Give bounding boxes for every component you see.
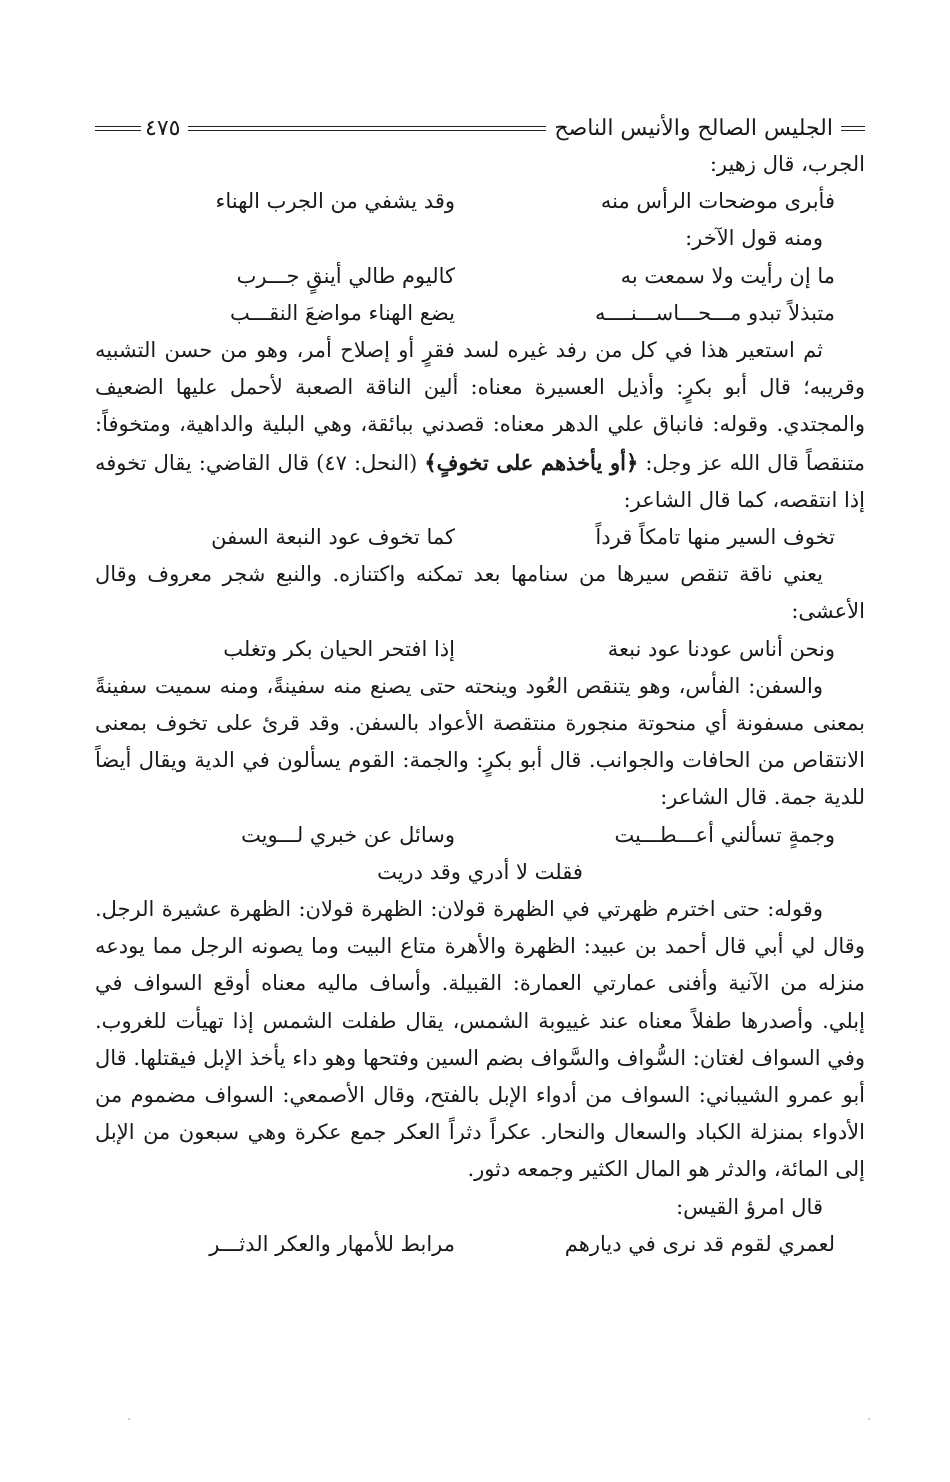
verse-line xyxy=(95,1226,865,1263)
header-rule-lead xyxy=(841,126,865,131)
verse-hemistich-second: إذا افتحر الحيان بكر وتغلب xyxy=(223,636,455,661)
running-header xyxy=(95,110,865,146)
page xyxy=(95,110,865,1263)
paragraph: وقوله: حتى اخترم ظهرتي في الظهرة قولان: الظهرة قولان: الظهرة عشيرة الرجل. وقال لي أبي قال أحمد بن عبيد: الظهرة والأهرة متاع البيت وما يصونه الرجل مما يودعه منزله من الآنية وأفنى عمارتي العمارة: القبيلة. وأساف ماليه معناه أوقع السواف في إبلي. وأصدرها طفلاً معناه عند غييوبة الشمس، يقال طفلت الشمس إذا تهيأت للغروب. وفي السواف لغتان: السُّواف والسَّواف بضم السين وفتحها وهو داء يأخذ الإبل فيقتلها. قال أبو عمرو الشيباني: السواف من أدواء الإبل بالفتح، وقال الأصمعي: السواف مضموم من الأدواء بمنزلة الكباد والسعال والنحار. عكراً دثراً العكر جمع عكرة وهي سبعون من الإبل إلى المائة، والدثر هو المال الكثير وجمعه دثور. xyxy=(95,896,865,1182)
verse-hemistich-first: متبذلاً تبدو مـــحـــاســـنــــه xyxy=(595,300,835,325)
paragraph-text: ثم استعير هذا في كل من رفد غيره لسد فقرٍ أو إصلاح أمر، وهو من حسن التشبيه وقريبه؛ قال أبو بكرٍ: وأذيل العسيرة معناه: ألين الناقة الصعبة لأحمل عليها الضعيف والمجتدي. وقوله: فانباق علي الدهر معناه: قصدني ببائقة، وهي البلية والداهية، ومتخوفاً: متنقصاً قال الله عز وجل: xyxy=(95,337,865,475)
verse-line-centered xyxy=(95,854,865,891)
quran-quote: ﴿أو يأخذهم على تخوفٍ﴾ xyxy=(424,449,639,475)
paragraph: والسفن: الفأس، وهو يتنقص العُود وينحته حتى يصنع منه سفينةً، ومنه سميت سفينةً بمعنى مسفونة أي منحوتة منجورة منتقصة الأعواد بالسفن. وقد قرئ على تخوف بمعنى الانتقاص من الحافات والجوانب. قال أبو بكرٍ: والجمة: القوم يسألون في الدية ويقال أيضاً للدية جمة. قال الشاعر: xyxy=(95,673,865,810)
verse-hemistich-first: فأبرى موضحات الرأس منه xyxy=(600,189,835,214)
verse-single: فقلت لا أدري وقد دريت xyxy=(377,859,583,884)
paragraph-text: (النحل: ٤٧) قال القاضي: يقال تخوفه إذا انتقصه، كما قال الشاعر: xyxy=(95,450,865,512)
verse-hemistich-second: كاليوم طالي أينقٍ جـــرب xyxy=(236,263,455,288)
running-title: الجليس الصالح والأنيس الناصح xyxy=(554,115,833,141)
page-number: ٤٧٥ xyxy=(145,115,181,141)
header-rule-trail xyxy=(95,126,141,131)
verse-hemistich-first: ونحن أناس عودنا عود نبعة xyxy=(607,636,835,661)
paragraph xyxy=(95,332,865,519)
verse-line xyxy=(95,295,865,332)
header-rule xyxy=(188,126,546,131)
verse-hemistich-second: وقد يشفي من الجرب الهناء xyxy=(215,189,455,214)
scan-speck xyxy=(128,1418,130,1420)
text-line: قال امرؤ القيس: xyxy=(676,1194,823,1219)
verse-hemistich-first: تخوف السير منها تامكاً قرداً xyxy=(595,524,835,549)
verse-hemistich-second: مرابط للأمهار والعكر الدثـــر xyxy=(209,1231,455,1256)
verse-hemistich-second: وسائل عن خبري لـــويت xyxy=(241,822,455,847)
verse-hemistich-second: كما تخوف عود النبعة السفن xyxy=(211,524,455,549)
verse-line xyxy=(95,258,865,295)
verse-hemistich-second: يضع الهناء مواضعَ النقـــب xyxy=(230,300,455,325)
scan-speck xyxy=(868,1418,870,1420)
text-line: ومنه قول الآخر: xyxy=(685,226,823,251)
verse-hemistich-first: لعمري لقوم قد نرى في ديارهم xyxy=(564,1231,835,1256)
verse-line xyxy=(95,817,865,854)
verse-hemistich-first: وجمةٍ تسألني أعـــطـــيت xyxy=(614,822,835,847)
verse-line xyxy=(95,631,865,668)
verse-line xyxy=(95,183,865,220)
verse-line xyxy=(95,519,865,556)
text-line: الجرب، قال زهير: xyxy=(709,152,865,176)
paragraph: يعني ناقة تنقص سيرها من سنامها بعد تمكنه واكتنازه. والنبع شجر معروف وقال الأعشى: xyxy=(95,562,865,624)
verse-hemistich-first: ما إن رأيت ولا سمعت به xyxy=(620,263,835,288)
